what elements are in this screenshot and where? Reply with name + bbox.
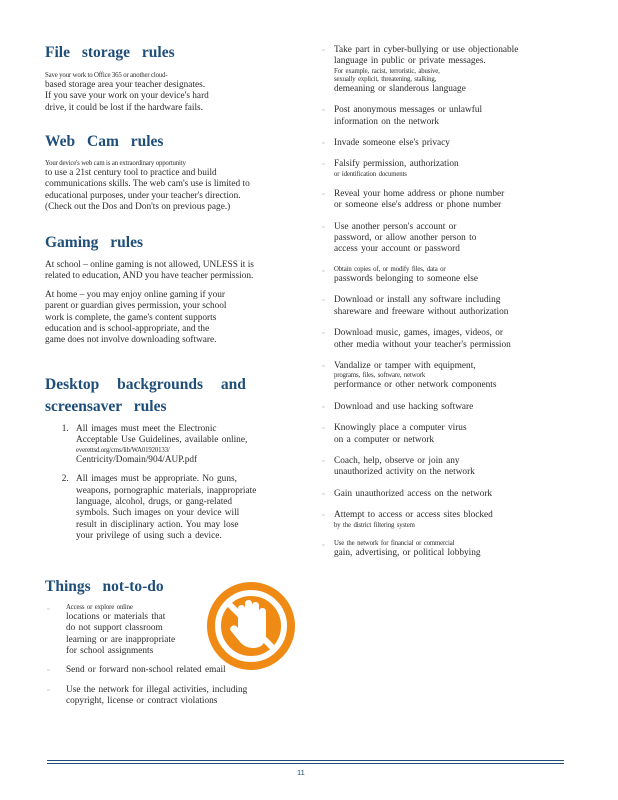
web-cam-heading: Web Cam rules <box>45 133 164 150</box>
gaming-p2-line: parent or guardian gives permission, your school <box>45 301 227 312</box>
gaming-p2-line: education and is school-appropriate, and the <box>45 324 210 335</box>
gaming-p1-line: At school – online gaming is not allowed, UNLESS it is <box>45 260 254 270</box>
not-to-do-list-right <box>334 45 579 559</box>
not-to-do-item: ▫ Download and use hacking software <box>334 402 579 413</box>
web-cam-line: (Check out the Dos and Don'ts on previous page.) <box>45 202 231 213</box>
aup-link[interactable]: everettsd.org/cms/lib/WA01920133/ <box>76 446 170 454</box>
not-to-do-item: ▫ Send or forward non-school related email <box>45 665 295 676</box>
file-storage-line: based storage area your teacher designates. <box>45 80 206 90</box>
desktop-list <box>45 424 295 551</box>
file-storage-heading: File storage rules <box>45 44 175 61</box>
file-storage-line: drive, it could be lost if the hardware fails. <box>45 102 203 113</box>
web-cam-line: to use a 21st century tool to practice and build <box>45 168 217 178</box>
not-to-do-item: ▫ Gain unauthorized access on the network <box>334 489 579 500</box>
footer-rule <box>47 760 564 761</box>
not-to-do-item: ▫ Take part in cyber-bullying or use objectionable language in public or private messages. For example, racist, terroristic, abusive, sexually explicit, threatening, stalking, demeaning or slanderous language <box>334 45 579 95</box>
not-to-do-item: ▫ Use the network for financial or commercial gain, advertising, or political lobbying <box>334 540 579 559</box>
desktop-heading-line1: Desktop backgrounds and <box>45 376 246 393</box>
desktop-heading-line2: screensaver rules <box>45 398 167 415</box>
gaming-text <box>45 260 295 347</box>
not-to-do-item: ▫ Attempt to access or access sites blocked by the district filtering system <box>334 510 579 529</box>
not-to-do-item: ▫ Post anonymous messages or unlawful information on the network <box>334 105 579 128</box>
stop-hand-icon <box>207 582 295 670</box>
gaming-p2-line: At home – you may enjoy online gaming if your <box>45 289 225 300</box>
not-to-do-heading: Things not-to-do <box>45 578 164 595</box>
not-to-do-item: ▫ Obtain copies of, or modify files, data or passwords belonging to someone else <box>334 266 579 285</box>
web-cam-line: educational purposes, under your teacher's direction. <box>45 190 241 201</box>
not-to-do-item: ▫ Falsify permission, authorization or identification documents <box>334 159 579 178</box>
not-to-do-item: ▫ Vandalize or tamper with equipment, programs, files, software, network performance or other network components <box>334 361 579 392</box>
not-to-do-item: ▫ Download music, games, images, videos, or other media without your teacher's permission <box>334 328 579 351</box>
not-to-do-item: ▫ Use the network for illegal activities, including copyright, license or contract violations <box>45 685 295 708</box>
not-to-do-item: ▫ Invade someone else's privacy <box>334 138 579 149</box>
web-cam-line: communications skills. The web cam's use is limited to <box>45 179 250 190</box>
not-to-do-item: ▫ Use another person's account or password, or allow another person to access your account or password <box>334 222 579 256</box>
page-number: 11 <box>297 768 305 777</box>
not-to-do-item: ▫ Access or explore online locations or materials that do not support classroom learning or are inappropriate for school assignments <box>45 604 295 658</box>
not-to-do-item: ▫ Coach, help, observe or join any unauthorized activity on the network <box>334 456 579 479</box>
web-cam-text <box>45 160 295 214</box>
not-to-do-item: ▫ Knowingly place a computer virus on a computer or network <box>334 423 579 446</box>
footer-rule-thin <box>47 763 564 764</box>
gaming-p2-line: work is complete, the game's content supports <box>45 312 217 323</box>
desktop-rule-item: 1. All images must meet the Electronic Acceptable Use Guidelines, available online, everettsd.org/cms/lib/WA01920133/ Centricity/Domain/904/AUP.pdf <box>72 424 295 466</box>
file-storage-small: Save your work to Office 365 or another cloud- <box>45 72 168 79</box>
web-cam-small: Your device's web cam is an extraordinary opportunity <box>45 160 186 167</box>
gaming-p2-line: game does not involve downloading software. <box>45 335 217 346</box>
file-storage-text <box>45 72 293 114</box>
not-to-do-item: ▫ Download or install any software including shareware and freeware without authorization <box>334 295 579 318</box>
not-to-do-item: ▫ Reveal your home address or phone number or someone else's address or phone number <box>334 189 579 212</box>
desktop-rule-item: 2. All images must be appropriate. No guns, weapons, pornographic materials, inappropriate language, alcohol, drugs, or gang-related symbols. Such images on your device will result in disciplinary action. You may lose your privilege of using such a device. <box>72 474 295 542</box>
gaming-p1-line: related to education, AND you have teacher permission. <box>45 271 254 282</box>
gaming-heading: Gaming rules <box>45 234 143 251</box>
file-storage-line: If you save your work on your device's hard <box>45 91 209 102</box>
